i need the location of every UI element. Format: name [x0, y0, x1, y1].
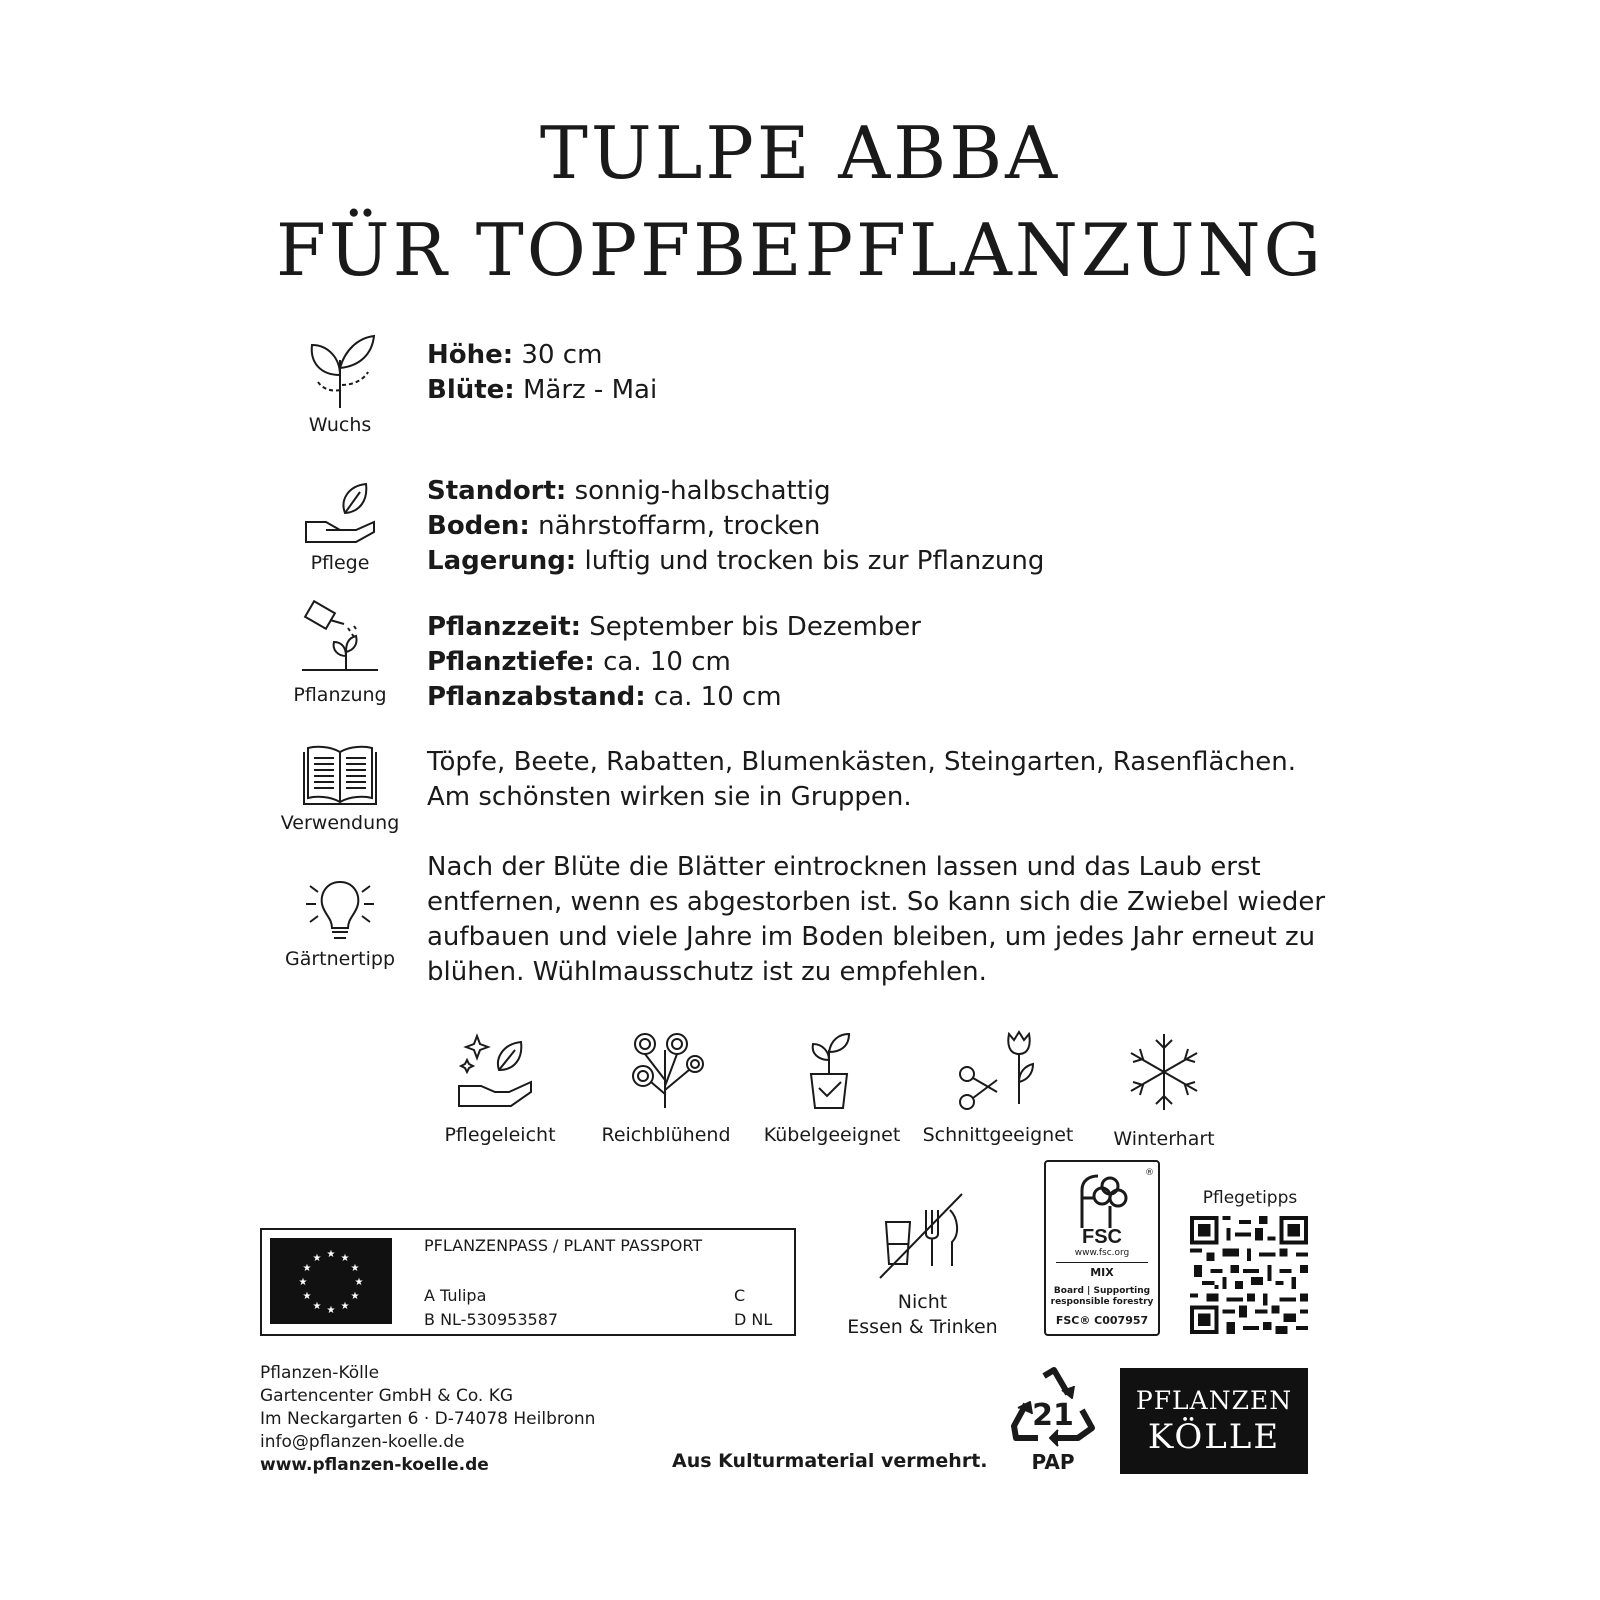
- feature-kuebelgeeignet: [742, 1030, 922, 1146]
- standort-value: sonnig-halbschattig: [566, 476, 831, 506]
- svg-text:★: ★: [298, 1277, 308, 1288]
- wuchs-text: [427, 338, 1327, 408]
- hoehe-key: Höhe:: [427, 340, 514, 370]
- address-line-3: Im Neckargarten 6 · D-74078 Heilbronn: [260, 1409, 596, 1429]
- verwendung-text: Töpfe, Beete, Rabatten, Blumenkästen, Steingarten, Rasenflächen. Am schönsten wirken sie in Gruppen.: [427, 747, 1296, 812]
- feature-schnittgeeignet: [908, 1030, 1088, 1146]
- fsc-mix: MIX: [1090, 1266, 1114, 1279]
- wuchs-icon-column: [270, 330, 410, 436]
- pflanzung-icon-column: [270, 600, 410, 706]
- pflege-label: Pflege: [310, 552, 370, 574]
- address-block: [260, 1362, 595, 1477]
- plant-passport: [260, 1228, 796, 1336]
- eu-flag-icon: [270, 1238, 392, 1324]
- lagerung-value: luftig und trocken bis zur Pflanzung: [576, 546, 1045, 576]
- verwendung-icon-column: [270, 742, 410, 834]
- bluete-value: März - Mai: [514, 375, 658, 405]
- logo-line-2: KÖLLE: [1147, 1417, 1281, 1457]
- svg-text:★: ★: [312, 1301, 322, 1312]
- feature-winterhart: [1074, 1030, 1254, 1150]
- pflanzung-text: [427, 610, 1327, 715]
- passport-b: B NL-530953587: [424, 1310, 559, 1329]
- boden-key: Boden:: [427, 511, 530, 541]
- address-line-2: Gartencenter GmbH & Co. KG: [260, 1386, 514, 1406]
- boden-value: nährstoffarm, trocken: [529, 511, 821, 541]
- feature-reichbluehend: [576, 1030, 756, 1146]
- title-line-1: TULPE ABBA: [539, 111, 1061, 195]
- svg-text:★: ★: [302, 1291, 312, 1302]
- recycling-number: 21: [1032, 1398, 1074, 1433]
- wuchs-label: Wuchs: [308, 414, 372, 436]
- watering-can-icon: [298, 600, 382, 680]
- pflege-icon-column: [270, 478, 410, 574]
- fsc-tree-logo: [1072, 1170, 1132, 1232]
- hoehe-value: 30 cm: [513, 340, 603, 370]
- svg-text:★: ★: [340, 1253, 350, 1264]
- address-email[interactable]: info@pflanzen-koelle.de: [260, 1432, 465, 1452]
- feature-schnittgeeignet-label: Schnittgeeignet: [922, 1124, 1074, 1146]
- warning-line-1: Nicht: [897, 1291, 948, 1313]
- feature-pflegeleicht: [410, 1030, 590, 1146]
- recycling-code: PAP: [1031, 1450, 1075, 1474]
- bluete-key: Blüte:: [427, 375, 515, 405]
- pflanzzeit-value: September bis Dezember: [581, 612, 921, 642]
- passport-d: D NL: [734, 1310, 773, 1329]
- passport-c: C: [734, 1286, 746, 1305]
- address-web[interactable]: www.pflanzen-koelle.de: [260, 1455, 489, 1475]
- warning-line-2: Essen & Trinken: [847, 1316, 998, 1338]
- snowflake-icon: [1119, 1030, 1209, 1114]
- no-eating-drinking-icon: [876, 1190, 968, 1282]
- address-line-1: Pflanzen-Kölle: [260, 1363, 380, 1383]
- pflege-text: [427, 474, 1327, 579]
- fsc-url: www.fsc.org: [1074, 1248, 1130, 1258]
- svg-text:★: ★: [350, 1263, 360, 1274]
- pflanzzeit-key: Pflanzzeit:: [427, 612, 582, 642]
- hand-leaf-sparkle-icon: [455, 1030, 545, 1110]
- fsc-desc-1: Board | Supporting: [1053, 1286, 1151, 1296]
- gaertnertipp-label: Gärtnertipp: [284, 948, 396, 970]
- svg-text:★: ★: [302, 1263, 312, 1274]
- flowers-icon: [621, 1030, 711, 1110]
- logo-line-1: PFLANZEN: [1135, 1386, 1293, 1415]
- svg-text:★: ★: [312, 1253, 322, 1264]
- feature-reichbluehend-label: Reichblühend: [601, 1124, 731, 1146]
- light-bulb-icon: [298, 872, 382, 944]
- qr-code[interactable]: [1190, 1216, 1308, 1334]
- fsc-name: FSC: [1082, 1226, 1122, 1248]
- fsc-desc-2: responsible forestry: [1050, 1297, 1154, 1307]
- gaertnertipp-text: Nach der Blüte die Blätter eintrocknen lassen und das Laub erst entfernen, wenn es abgestorben ist. So kann sich die Zwiebel wieder aufbauen und viele Jahre im Boden bleiben, um jedes Jahr erneut zu blühen. Wühlmausschutz ist zu empfehlen.: [427, 852, 1326, 987]
- svg-text:★: ★: [350, 1291, 360, 1302]
- pflanzabstand-value: ca. 10 cm: [645, 682, 782, 712]
- pflanzabstand-key: Pflanzabstand:: [427, 682, 646, 712]
- scissors-tulip-icon: [953, 1030, 1043, 1110]
- open-book-icon: [300, 742, 380, 808]
- feature-kuebelgeeignet-label: Kübelgeeignet: [763, 1124, 901, 1146]
- plant-sprout-icon: [300, 330, 380, 410]
- pflanzen-koelle-logo: [1120, 1368, 1308, 1474]
- fsc-code: FSC® C007957: [1055, 1314, 1149, 1327]
- fsc-label: ® FSC www.fsc.org MIX Board | Supporting responsible forestry FSC® C007957: [1044, 1160, 1160, 1336]
- lagerung-key: Lagerung:: [427, 546, 577, 576]
- svg-text:★: ★: [340, 1301, 350, 1312]
- standort-key: Standort:: [427, 476, 567, 506]
- feature-winterhart-label: Winterhart: [1113, 1128, 1215, 1150]
- passport-title: PFLANZENPASS / PLANT PASSPORT: [424, 1236, 703, 1255]
- gaertnertipp-icon-column: [270, 872, 410, 970]
- feature-pflegeleicht-label: Pflegeleicht: [444, 1124, 556, 1146]
- svg-text:★: ★: [326, 1249, 336, 1260]
- pflanztiefe-key: Pflanztiefe:: [427, 647, 595, 677]
- pflanzung-label: Pflanzung: [293, 684, 387, 706]
- hand-leaf-icon: [300, 478, 380, 548]
- no-eating-drinking-warning: [840, 1290, 1005, 1340]
- svg-text:★: ★: [354, 1277, 364, 1288]
- svg-text:★: ★: [326, 1305, 336, 1316]
- pflanztiefe-value: ca. 10 cm: [594, 647, 731, 677]
- footer-note: Aus Kulturmaterial vermehrt.: [672, 1450, 988, 1472]
- potted-plant-icon: [787, 1030, 877, 1110]
- title-line-2: FÜR TOPFBEPFLANZUNG: [275, 208, 1325, 292]
- qr-label: Pflegetipps: [1202, 1188, 1298, 1208]
- verwendung-label: Verwendung: [280, 812, 400, 834]
- passport-a: A Tulipa: [424, 1286, 487, 1305]
